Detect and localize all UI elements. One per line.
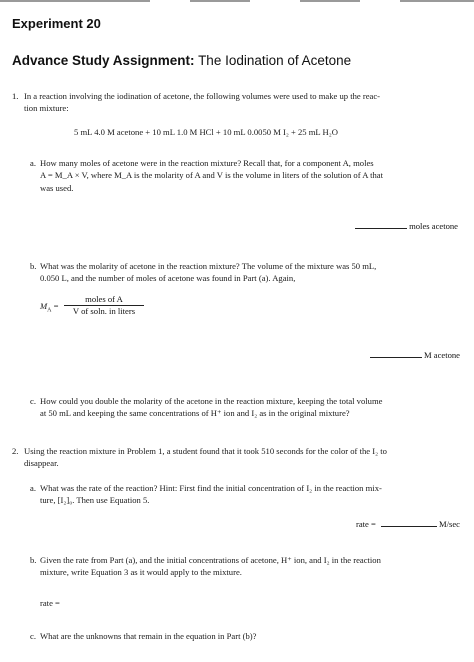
- q1b-text: [40, 260, 465, 285]
- q2a-line1: What was the rate of the reaction? Hint: First find the initial concentration of I₂ in the reaction mix-: [40, 483, 382, 493]
- q2-text-line2: disappear.: [24, 458, 59, 469]
- q1a-label: a.: [30, 158, 36, 168]
- q1-number: 1.: [12, 91, 19, 101]
- q2-number: 2.: [12, 446, 19, 456]
- q1a-text: [40, 157, 465, 194]
- q1c-label: c.: [30, 396, 36, 406]
- q1a-line1: How many moles of acetone were in the reaction mixture? Recall that, for a component A, moles: [40, 158, 374, 168]
- q2a-answer-blank[interactable]: [381, 519, 437, 527]
- q2-text-line1: Using the reaction mixture in Problem 1, a student found that it took 510 seconds for the color of the I₂ to: [24, 446, 387, 456]
- q2a-unit: M/sec: [438, 519, 460, 529]
- q1b-formula-denominator: V of soln. in liters: [72, 306, 136, 316]
- q1a-answer: [300, 220, 458, 232]
- q1b-line2: 0.050 L, and the number of moles of acetone was found in Part (a). Again,: [40, 273, 296, 284]
- q2c-label: c.: [30, 631, 36, 641]
- q1-text-line2: tion mixture:: [24, 103, 69, 114]
- assignment-title: [12, 53, 351, 68]
- q2b-line2: mixture, write Equation 3 as it would apply to the mixture.: [40, 567, 242, 578]
- q2b-label: b.: [30, 555, 37, 565]
- q1-text-line1: In a reaction involving the iodination of acetone, the following volumes were used to make up the reac-: [24, 91, 381, 101]
- q1b-answer-blank[interactable]: [370, 350, 422, 358]
- q1c-line2: at 50 mL and keeping the same concentrations of H⁺ ion and I₂ as in the original mixture?: [40, 408, 350, 419]
- assignment-name: The Iodination of Acetone: [198, 53, 352, 68]
- q2a-rate-label: rate =: [355, 519, 376, 529]
- q1b-answer: [310, 349, 460, 361]
- q1b-unit: M acetone: [423, 350, 460, 360]
- q2a-line2: ture, [I₂]₀. Then use Equation 5.: [40, 495, 150, 506]
- q1-text: [24, 90, 464, 115]
- q2a-text: [40, 482, 465, 507]
- q1a-unit: moles acetone: [409, 221, 458, 231]
- q1b-formula-lhs: $M_A$ =: [40, 301, 59, 314]
- q1a-line2: A = M_A × V, where M_A is the molarity of A and V is the volume in liters of the solution of A that: [40, 170, 384, 181]
- q1a-answer-blank[interactable]: [355, 221, 407, 229]
- q1b-line1: What was the molarity of acetone in the reaction mixture? The volume of the mixture was 50 mL,: [40, 261, 377, 271]
- q2b-text: [40, 554, 465, 579]
- q1-mixture: 5 mL 4.0 M acetone + 10 mL 1.0 M HCl + 10 mL 0.0050 M I₂ + 25 mL H₂O: [74, 127, 338, 137]
- q2b-rate-label: rate =: [40, 598, 60, 608]
- q2-text: [24, 445, 469, 470]
- experiment-heading: Experiment 20: [12, 16, 101, 31]
- q1b-label: b.: [30, 261, 37, 271]
- q2a-answer: [300, 518, 460, 530]
- q2c-text: What are the unknowns that remain in the equation in Part (b)?: [40, 631, 257, 641]
- q1a-line3: was used.: [40, 182, 74, 193]
- q1c-line1: How could you double the molarity of the acetone in the reaction mixture, keeping the total volume: [40, 396, 383, 406]
- q1b-formula-numerator: moles of A: [64, 294, 144, 306]
- assignment-label: Advance Study Assignment:: [12, 53, 195, 68]
- q2b-line1: Given the rate from Part (a), and the initial concentrations of acetone, H⁺ ion, and I₂ in the reaction: [40, 555, 381, 565]
- q1c-text: [40, 395, 465, 420]
- top-rule: [0, 0, 474, 3]
- q2a-label: a.: [30, 483, 36, 493]
